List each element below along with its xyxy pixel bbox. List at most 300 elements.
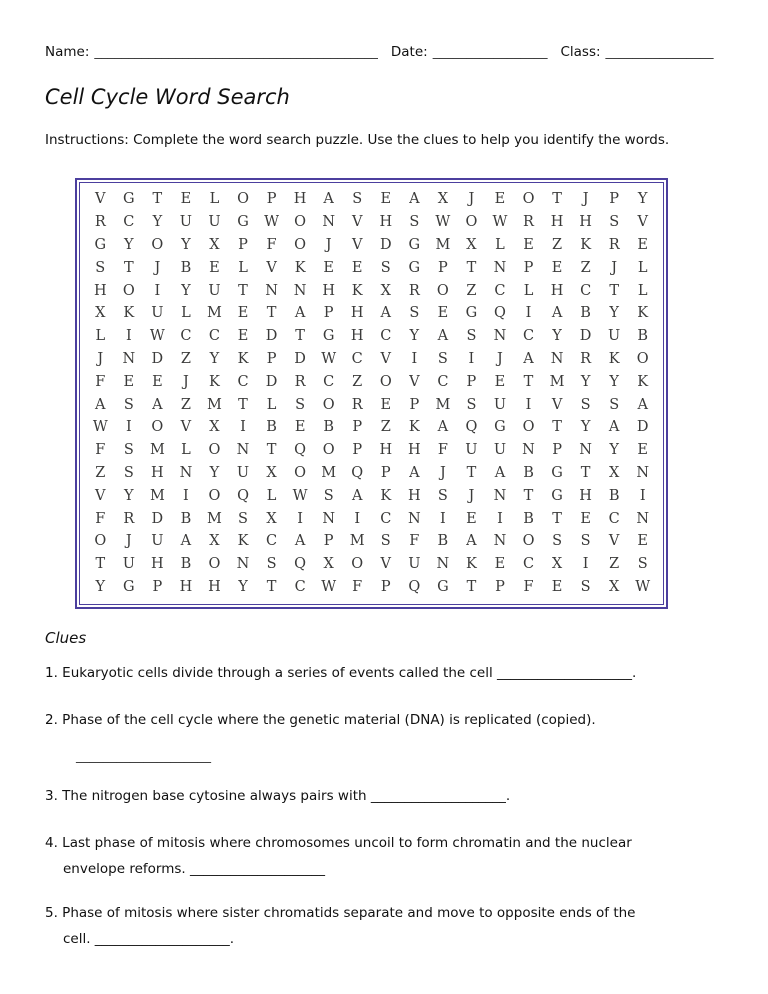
grid-letter: L (181, 442, 191, 459)
grid-letter: Z (180, 350, 191, 367)
grid-letter: V (380, 350, 391, 367)
grid-letter: D (265, 328, 278, 345)
grid-row (86, 439, 657, 462)
grid-letter: P (266, 350, 277, 367)
grid-letter: S (123, 442, 134, 459)
grid-letter: P (409, 396, 420, 413)
grid-letter: H (550, 214, 564, 231)
clue-item (45, 830, 717, 882)
grid-row (86, 370, 657, 393)
grid-letter: O (294, 214, 307, 231)
grid-letter: R (294, 373, 306, 390)
grid-letter: S (352, 191, 363, 208)
grid-letter: V (409, 373, 420, 390)
grid-letter: K (637, 373, 649, 390)
grid-letter: O (465, 214, 478, 231)
clue-text: 5. Phase of mitosis where sister chromatids separate and move to opposite ends of the (45, 905, 636, 922)
grid-letter: B (180, 510, 192, 527)
grid-letter: U (608, 328, 621, 345)
grid-letter: Z (180, 396, 191, 413)
grid-letter: V (608, 533, 620, 550)
clue-text: 4. Last phase of mitosis where chromosomes uncoil to form chromatin and the nuclear (45, 835, 632, 852)
grid-letter: J (154, 259, 161, 276)
grid-letter: S (580, 533, 591, 550)
grid-letter: S (466, 396, 477, 413)
grid-row (86, 325, 657, 348)
grid-letter: B (180, 259, 192, 276)
grid-letter: Z (352, 373, 363, 390)
grid-letter: I (240, 419, 246, 436)
clue-text: 2. Phase of the cell cycle where the genetic material (DNA) is replicated (copied). (45, 712, 596, 729)
grid-letter: C (323, 373, 335, 390)
grid-letter: X (209, 236, 220, 253)
grid-letter: E (494, 373, 506, 390)
grid-letter: Y (609, 373, 619, 390)
grid-letter: O (94, 533, 107, 550)
grid-letter: E (123, 373, 135, 390)
grid-letter: J (468, 191, 475, 208)
grid-letter: O (208, 556, 221, 573)
grid-letter: E (380, 191, 392, 208)
grid-letter: R (408, 282, 420, 299)
grid-letter: A (152, 396, 163, 413)
grid-letter: M (435, 236, 451, 253)
grid-letter: O (522, 419, 535, 436)
grid-letter: E (551, 259, 563, 276)
grid-letter: O (151, 419, 164, 436)
grid-letter: L (266, 396, 277, 413)
grid-letter: B (180, 556, 192, 573)
grid-letter: T (266, 578, 277, 595)
grid-letter: A (523, 350, 534, 367)
grid-letter: K (351, 282, 363, 299)
grid-letter: E (523, 236, 534, 253)
grid-letter: N (265, 282, 278, 299)
grid-letter: E (237, 328, 249, 345)
grid-letter: T (552, 191, 562, 208)
grid-letter: O (522, 191, 535, 208)
grid-letter: J (497, 350, 503, 367)
grid-letter: N (493, 533, 507, 550)
word-search-grid-inner (79, 182, 664, 605)
grid-letter: F (409, 533, 420, 550)
grid-letter: J (582, 191, 589, 208)
grid-letter: C (608, 510, 620, 527)
grid-letter: S (609, 396, 620, 413)
grid-letter: D (265, 373, 278, 390)
grid-letter: F (95, 373, 106, 390)
clue-number: 1. (45, 665, 63, 682)
grid-letter: R (523, 214, 534, 231)
grid-letter: B (637, 328, 649, 345)
grid-letter: P (352, 442, 363, 459)
grid-letter: G (322, 328, 335, 345)
grid-letter: C (494, 282, 506, 299)
grid-letter: W (635, 578, 651, 595)
grid-letter: H (208, 578, 221, 595)
grid-letter: D (579, 328, 592, 345)
grid-letter: I (411, 350, 418, 367)
grid-letter: X (95, 305, 106, 322)
grid-letter: Y (238, 578, 248, 595)
grid-letter: B (580, 305, 591, 322)
grid-letter: K (380, 487, 392, 504)
grid-letter: L (95, 328, 106, 345)
grid-letter: P (466, 373, 477, 390)
grid-letter: X (609, 464, 620, 481)
grid-letter: K (237, 350, 249, 367)
grid-letter: N (436, 556, 450, 573)
grid-letter: X (209, 533, 220, 550)
grid-letter: M (321, 464, 337, 481)
grid-letter: Y (124, 236, 134, 253)
grid-letter: U (493, 396, 507, 413)
grid-letter: I (525, 396, 532, 413)
date-blank-line: _________________ (432, 44, 548, 60)
grid-letter: O (294, 464, 307, 481)
grid-letter: M (207, 510, 222, 527)
grid-letter: S (580, 578, 591, 595)
grid-letter: H (93, 282, 107, 299)
grid-letter: K (123, 305, 135, 322)
grid-letter: H (151, 464, 164, 481)
grid-letter: B (266, 419, 277, 436)
grid-letter: N (122, 350, 136, 367)
grid-letter: G (465, 305, 478, 322)
grid-letter: N (236, 556, 250, 573)
grid-letter: V (266, 259, 277, 276)
grid-letter: S (295, 396, 306, 413)
grid-letter: H (579, 214, 592, 231)
grid-letter: H (151, 556, 164, 573)
grid-letter: I (154, 282, 161, 299)
grid-letter: H (293, 191, 307, 208)
grid-letter: P (609, 191, 620, 208)
grid-letter: M (149, 442, 165, 459)
grid-letter: T (466, 259, 477, 276)
grid-letter: U (493, 442, 507, 459)
grid-letter: E (351, 259, 363, 276)
grid-letter: N (493, 487, 507, 504)
grid-letter: P (437, 259, 448, 276)
clue-item (45, 660, 717, 686)
grid-letter: Y (209, 464, 220, 481)
clue-text-continuation: envelope reforms. ____________________ (63, 861, 325, 878)
grid-letter: A (95, 396, 106, 413)
grid-letter: S (380, 533, 391, 550)
grid-letter: G (123, 578, 135, 595)
grid-row (86, 211, 657, 234)
grid-letter: O (151, 236, 164, 253)
grid-letter: O (322, 396, 335, 413)
grid-letter: T (609, 282, 619, 299)
grid-letter: K (465, 556, 477, 573)
grid-letter: J (439, 464, 446, 481)
grid-letter: K (294, 259, 306, 276)
grid-letter: S (609, 214, 620, 231)
grid-letter: N (322, 214, 335, 231)
grid-letter: S (323, 487, 334, 504)
grid-letter: U (179, 214, 193, 231)
clue-number: 2. (45, 712, 63, 729)
grid-letter: T (552, 510, 562, 527)
date-label: Date: (390, 44, 428, 60)
grid-letter: M (149, 487, 165, 504)
grid-letter: N (550, 350, 564, 367)
grid-letter: E (237, 305, 249, 322)
grid-row (86, 279, 657, 302)
grid-letter: M (207, 305, 222, 322)
grid-letter: X (551, 556, 563, 573)
grid-letter: I (440, 510, 446, 527)
grid-letter: A (466, 533, 477, 550)
grid-letter: Q (294, 442, 307, 459)
grid-letter: K (209, 373, 220, 390)
grid-letter: I (525, 305, 532, 322)
clue-item (45, 900, 717, 952)
grid-letter: I (297, 510, 303, 527)
grid-letter: L (637, 259, 648, 276)
grid-letter: Z (380, 419, 391, 436)
grid-letter: A (437, 328, 449, 345)
grid-letter: S (409, 305, 420, 322)
grid-letter: G (237, 214, 249, 231)
class-blank-line: ________________ (605, 44, 714, 60)
clue-number: 5. (45, 905, 63, 922)
clue-text: 1. Eukaryotic cells divide through a series of events called the cell ____________________. (45, 665, 637, 682)
grid-letter: T (238, 396, 248, 413)
grid-letter: G (551, 464, 563, 481)
grid-letter: W (435, 214, 451, 231)
grid-letter: T (466, 464, 477, 481)
clue-text-continuation: cell. ____________________. (63, 931, 235, 948)
grid-letter: I (639, 487, 646, 504)
clue-number: 4. (45, 835, 63, 852)
grid-letter: A (294, 533, 306, 550)
grid-letter: K (637, 305, 649, 322)
grid-letter: S (437, 350, 448, 367)
grid-letter: Y (609, 305, 619, 322)
grid-letter: U (408, 556, 421, 573)
grid-letter: Q (494, 305, 506, 322)
grid-letter: O (122, 282, 135, 299)
grid-letter: I (125, 419, 132, 436)
grid-letter: C (294, 578, 306, 595)
grid-row (86, 553, 657, 576)
grid-letter: R (580, 350, 592, 367)
grid-letter: D (294, 350, 306, 367)
grid-letter: C (208, 328, 221, 345)
grid-letter: M (435, 396, 451, 413)
grid-letter: E (551, 578, 563, 595)
grid-letter: Z (466, 282, 477, 299)
grid-letter: A (351, 487, 363, 504)
grid-letter: N (636, 510, 650, 527)
grid-letter: Z (552, 236, 563, 253)
grid-letter: D (636, 419, 649, 436)
clues-list (45, 660, 717, 952)
grid-letter: G (408, 259, 421, 276)
class-label: Class: (560, 44, 601, 60)
grid-letter: J (468, 487, 475, 504)
grid-letter: Y (209, 350, 220, 367)
grid-letter: E (437, 305, 449, 322)
grid-letter: Y (580, 373, 591, 390)
grid-letter: X (380, 282, 391, 299)
grid-letter: O (636, 350, 649, 367)
grid-letter: A (608, 419, 620, 436)
grid-letter: R (94, 214, 106, 231)
grid-letter: H (179, 578, 193, 595)
grid-letter: J (325, 236, 332, 253)
grid-letter: H (379, 214, 393, 231)
grid-letter: F (266, 236, 277, 253)
grid-letter: O (379, 373, 392, 390)
grid-letter: N (236, 442, 250, 459)
grid-letter: H (350, 305, 364, 322)
grid-letter: L (523, 282, 534, 299)
clue-text: 3. The nitrogen base cytosine always pairs with ____________________. (45, 788, 511, 805)
grid-letter: S (380, 259, 391, 276)
grid-letter: Q (465, 419, 478, 436)
grid-letter: U (208, 214, 221, 231)
grid-letter: T (295, 328, 305, 345)
grid-letter: X (266, 510, 277, 527)
grid-row (86, 462, 657, 485)
grid-letter: O (294, 236, 307, 253)
grid-letter: W (492, 214, 508, 231)
grid-letter: P (552, 442, 562, 459)
grid-letter: T (238, 282, 248, 299)
grid-letter: R (608, 236, 620, 253)
word-search-grid (75, 178, 668, 609)
grid-letter: H (322, 282, 335, 299)
grid-letter: W (321, 578, 337, 595)
grid-letter: G (123, 191, 135, 208)
grid-letter: P (323, 305, 334, 322)
grid-letter: A (409, 464, 420, 481)
clue-number: 3. (45, 788, 63, 805)
grid-letter: Y (152, 214, 163, 231)
grid-letter: I (582, 556, 589, 573)
grid-letter: M (207, 396, 222, 413)
grid-letter: E (637, 442, 648, 459)
grid-letter: V (380, 556, 391, 573)
grid-letter: X (609, 578, 620, 595)
grid-letter: E (637, 533, 648, 550)
page-title: Cell Cycle Word Search (45, 85, 290, 109)
grid-letter: B (608, 487, 620, 504)
clue-item (45, 707, 717, 769)
grid-letter: L (637, 282, 648, 299)
grid-row (86, 302, 657, 325)
clue-item (45, 783, 717, 809)
grid-letter: X (323, 556, 334, 573)
grid-letter: P (323, 533, 334, 550)
grid-row (86, 484, 657, 507)
grid-letter: E (209, 259, 220, 276)
grid-letter: N (322, 510, 335, 527)
grid-letter: H (579, 487, 592, 504)
grid-letter: D (151, 350, 164, 367)
grid-letter: X (266, 464, 277, 481)
grid-letter: E (180, 191, 192, 208)
grid-letter: T (523, 487, 534, 504)
grid-row (86, 530, 657, 553)
grid-letter: R (351, 396, 363, 413)
grid-letter: J (611, 259, 618, 276)
grid-letter: A (494, 464, 506, 481)
grid-letter: M (349, 533, 365, 550)
grid-letter: L (209, 191, 220, 208)
grid-letter: L (266, 487, 277, 504)
grid-letter: T (466, 578, 477, 595)
grid-letter: T (552, 419, 562, 436)
grid-letter: X (466, 236, 477, 253)
grid-letter: Y (181, 282, 191, 299)
grid-letter: I (183, 487, 189, 504)
grid-letter: U (208, 282, 221, 299)
grid-letter: H (407, 442, 421, 459)
grid-letter: Q (237, 487, 249, 504)
grid-letter: K (237, 533, 249, 550)
grid-letter: B (323, 419, 334, 436)
grid-letter: Q (351, 464, 364, 481)
grid-letter: O (436, 282, 449, 299)
grid-letter: K (580, 236, 592, 253)
grid-letter: E (466, 510, 477, 527)
grid-letter: P (266, 191, 277, 208)
grid-letter: Y (409, 328, 420, 345)
grid-letter: C (237, 373, 249, 390)
grid-letter: I (468, 350, 475, 367)
grid-letter: F (437, 442, 448, 459)
grid-letter: Y (552, 328, 562, 345)
grid-letter: L (181, 305, 191, 322)
grid-letter: A (294, 305, 306, 322)
grid-letter: D (379, 236, 392, 253)
grid-letter: J (97, 350, 104, 367)
grid-letter: N (407, 510, 421, 527)
grid-letter: B (523, 510, 534, 527)
grid-letter: I (497, 510, 503, 527)
grid-letter: T (266, 442, 277, 459)
grid-letter: P (380, 464, 391, 481)
grid-letter: P (238, 236, 248, 253)
grid-letter: C (580, 282, 592, 299)
grid-letter: T (95, 556, 106, 573)
grid-letter: B (523, 464, 534, 481)
grid-letter: N (293, 282, 307, 299)
grid-letter: E (494, 556, 506, 573)
grid-letter: N (636, 464, 650, 481)
grid-letter: E (580, 510, 591, 527)
grid-letter: E (294, 419, 306, 436)
grid-letter: E (494, 191, 506, 208)
grid-letter: A (551, 305, 563, 322)
clue-answer-blank-line: ____________________ (76, 748, 211, 765)
grid-letter: R (123, 510, 135, 527)
grid-row (86, 393, 657, 416)
grid-letter: A (437, 419, 449, 436)
grid-letter: Q (408, 578, 421, 595)
grid-row (86, 348, 657, 371)
grid-letter: S (437, 487, 448, 504)
grid-letter: Z (609, 556, 620, 573)
grid-letter: A (180, 533, 192, 550)
grid-letter: Y (181, 236, 191, 253)
grid-letter: H (350, 328, 364, 345)
